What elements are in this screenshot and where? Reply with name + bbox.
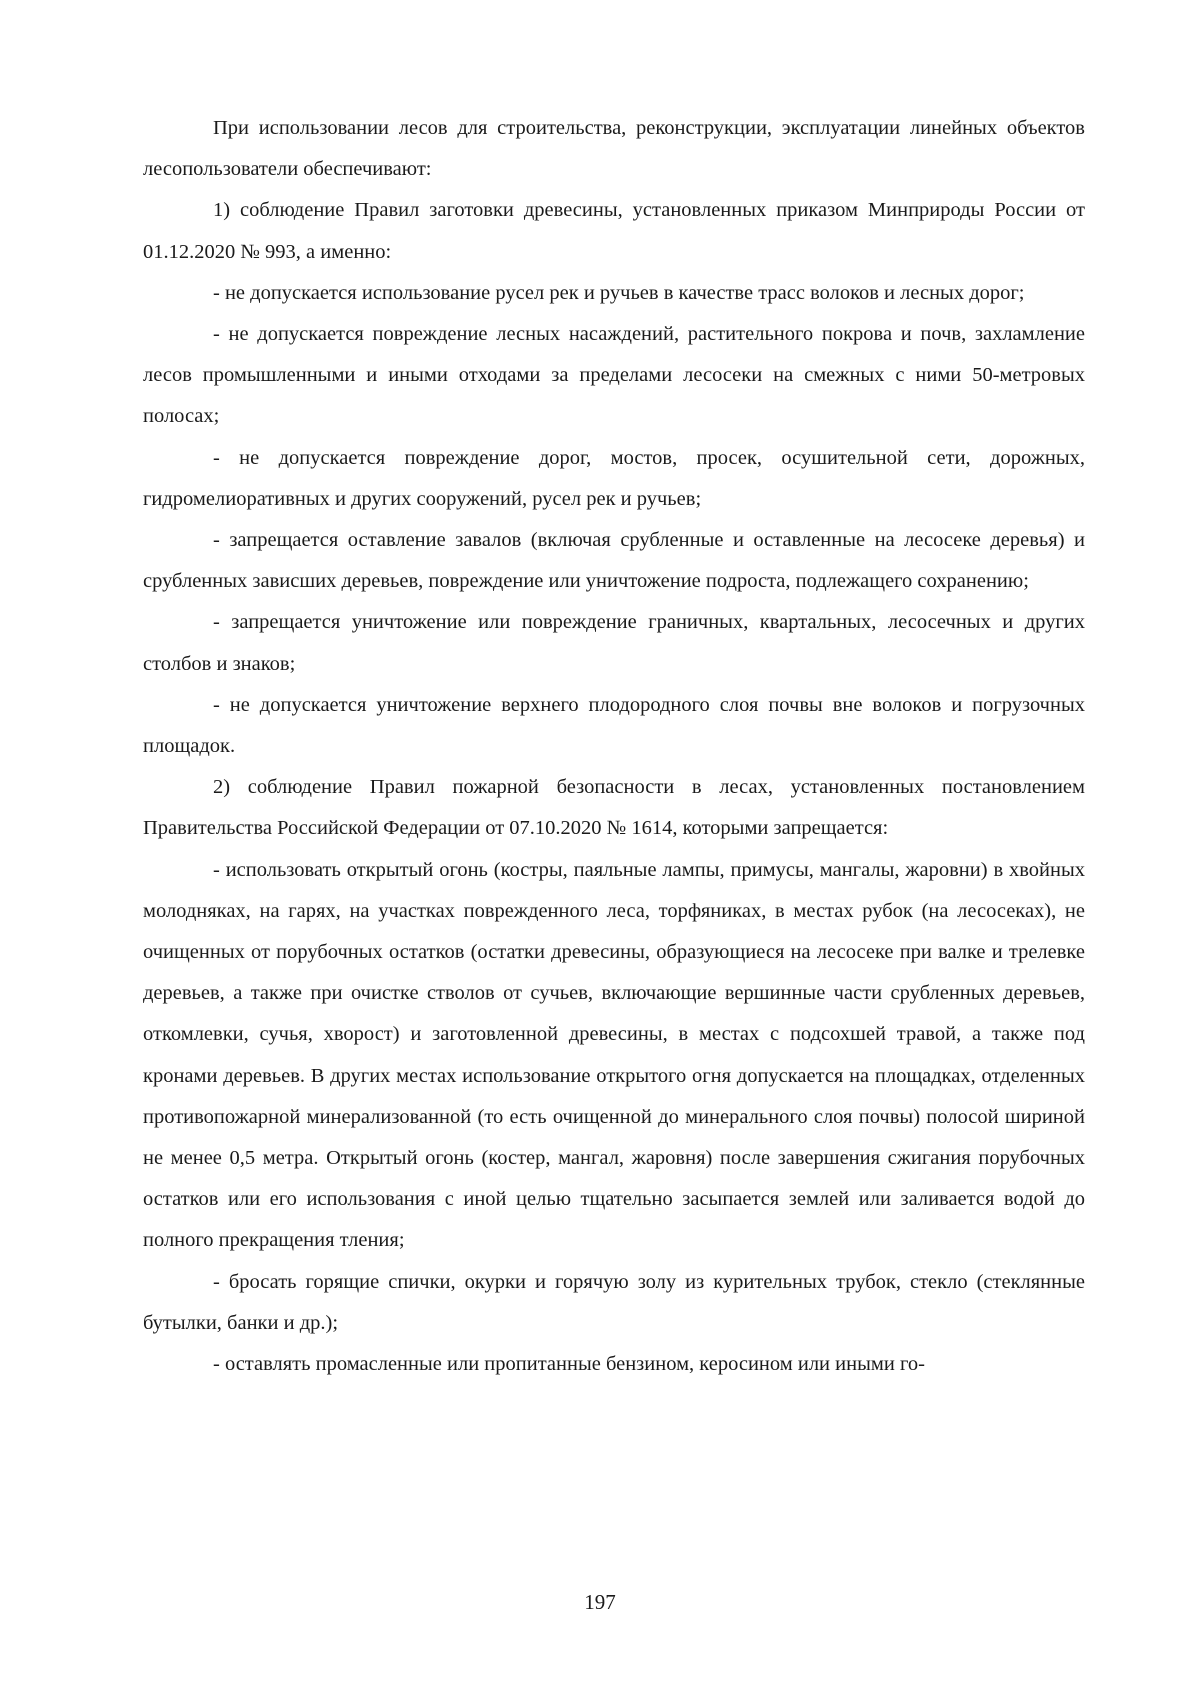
page-number: 197 [584,1590,616,1614]
paragraph-rule-topsoil: - не допускается уничтожение верхнего плодородного слоя почвы вне волоков и погрузочных площадок. [143,693,1085,758]
body-text [143,108,1085,1385]
paragraph-item-2: 2) соблюдение Правил пожарной безопасности в лесах, установленных постановлением Правительства Российской Федерации от 07.10.2020 № 1614, которыми запрещается: [143,776,1085,840]
paragraph-rule-damage-plantings: - не допускается повреждение лесных насаждений, растительного покрова и почв, захламление лесов промышленными и иными отходами за пределами лесосеки на смежных с ними 50-метровых полосах; [143,323,1085,428]
paragraph-rule-riverbeds: - не допускается использование русел рек и ручьев в качестве трасс волоков и лесных дорог; [213,281,1025,304]
paragraph-intro: При использовании лесов для строительства, реконструкции, эксплуатации линейных объектов лесопользователи обеспечивают: [143,117,1085,181]
paragraph-rule-oiled-materials: - оставлять промасленные или пропитанные бензином, керосином или иными го- [213,1353,925,1376]
paragraph-rule-posts: - запрещается уничтожение или повреждение граничных, квартальных, лесосечных и других столбов и знаков; [143,611,1085,675]
paragraph-rule-open-fire: - использовать открытый огонь (костры, паяльные лампы, примусы, мангалы, жаровни) в хвойных молодняках, на гарях, на участках поврежденного леса, торфяниках, в местах рубок (на лесосеках), не очищенных от порубочных остатков (остатки древесины, образующиеся на лесосеке при валке и трелевке деревьев, а также при очистке стволов от сучьев, включающие вершинные части срубленных деревьев, откомлевки, сучья, хворост) и заготовленной древесины, в местах с подсохшей травой, а также под кронами деревьев. В других местах использование открытого огня допускается на площадках, отделенных противопожарной минерализованной (то есть очищенной до минерального слоя почвы) полосой шириной не менее 0,5 метра. Открытый огонь (костер, мангал, жаровня) после завершения сжигания порубочных остатков или его использования с иной целью тщательно засыпается землей или заливается водой до полного прекращения тления; [143,858,1085,1252]
paragraph-rule-damage-roads: - не допускается повреждение дорог, мостов, просек, осушительной сети, дорожных, гидромелиоративных и других сооружений, русел рек и ручьев; [143,446,1085,510]
paragraph-rule-matches: - бросать горящие спички, окурки и горячую золу из курительных трубок, стекло (стеклянные бутылки, банки и др.); [143,1270,1085,1334]
paragraph-item-1: 1) соблюдение Правил заготовки древесины, установленных приказом Минприроды России от 01.12.2020 № 993, а именно: [143,199,1085,263]
paragraph-rule-debris: - запрещается оставление завалов (включая срубленные и оставленные на лесосеке деревья) и срубленных зависших деревьев, повреждение или уничтожение подроста, подлежащего сохранению; [143,529,1085,593]
